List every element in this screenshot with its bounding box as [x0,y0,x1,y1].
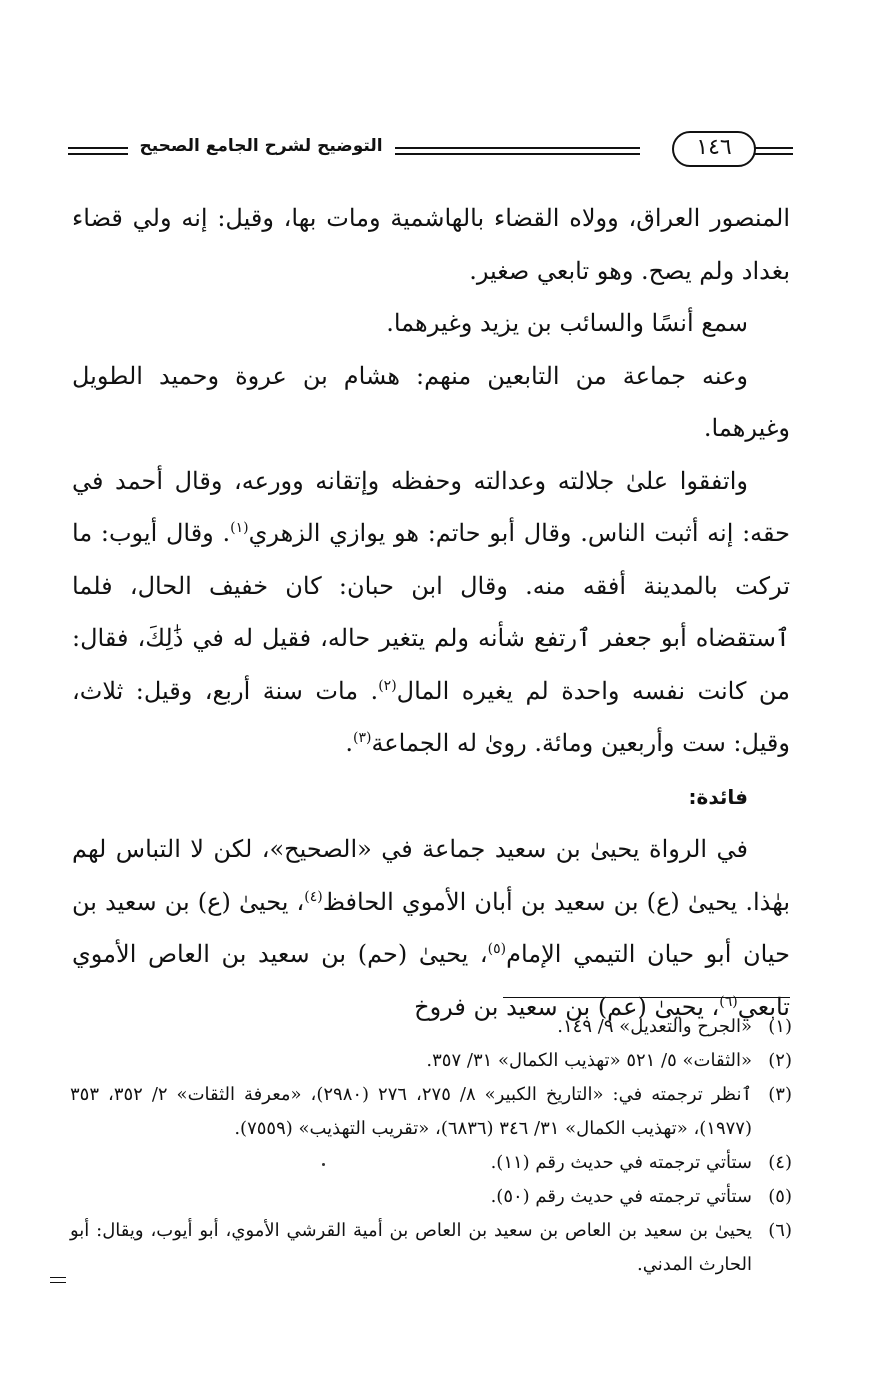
footnote-number: (٥) [768,1186,792,1207]
header-rule [755,153,793,155]
paragraph-text: . [345,729,353,757]
header-rule [68,153,128,155]
footnote-ref[interactable]: (٤) [304,888,323,905]
paragraph-text: . مات سنة أربع، وقيل: ثلاث، وقيل: ست وأربعين ومائة. روىٰ له الجماعة [72,676,790,757]
footnote [70,1214,792,1282]
continuation-bar [50,1282,66,1283]
footnote-ref[interactable]: (١) [230,520,249,536]
page-number: ١٤٦ [672,131,756,167]
footnote-text: «الثقات» ٥/ ٥٢١ «تهذيب الكمال» ٣١/ ٣٥٧. [426,1050,752,1071]
subheading: فائدة: [688,784,748,809]
footnote-text: ٱنظر ترجمته في: «التاريخ الكبير» ٨/ ٢٧٥، ٢٧٦ (٢٩٨٠)، «معرفة الثقات» ٢/ ٣٥٢، ٣٥٣ (١٩٧٧)، «تهذيب الكمال» ٣١/ ٣٤٦ (٦٨٣٦)، «تقريب التهذيب» (٧٥٥٩). [70,1084,752,1139]
footnote-number: (٦) [768,1220,792,1241]
header-rule [755,147,793,149]
footnote [70,1078,792,1146]
ink-spot [322,1163,325,1166]
paragraph-text: ، يحيىٰ (ع) بن سعيد بن حيان أبو حيان التيمي الإمام [72,887,790,968]
main-text [72,192,790,1033]
paragraph-text: ، يحيىٰ (حم) بن سعيد بن العاص الأموي تابعي [72,940,790,1021]
footnote-number: (٢) [768,1050,792,1071]
footnote-ref[interactable]: (٢) [378,677,397,694]
footnote [70,1044,792,1078]
paragraph-text: في الرواة يحيىٰ بن سعيد جماعة في «الصحيح»، لكن لا التباس لهم بهٰذا. يحيىٰ (ع) بن سعيد بن أبان الأموي الحافظ [72,835,791,916]
footnote-divider [503,997,790,998]
paragraph: سمع أنسًا والسائب بن يزيد وغيرهما. [386,309,748,337]
footnote-number: (١) [768,1016,792,1037]
footnote-number: (٤) [768,1152,792,1173]
footnote-text: «الجرح والتعديل» ٩/ ١٤٩. [557,1016,752,1037]
continuation-bar [50,1277,66,1278]
paragraph [72,823,790,1033]
footnote [70,1146,792,1180]
header-rule [395,153,640,155]
paragraph: وعنه جماعة من التابعين منهم: هشام بن عروة وحميد الطويل وغيرهما. [72,361,790,442]
header-rule [68,147,128,149]
page-header [60,128,795,176]
continuation-mark [50,1277,66,1287]
footnote-ref[interactable]: (٦) [719,993,738,1010]
paragraph [72,455,790,770]
section-heading [72,770,790,824]
paragraph-text: واتفقوا علىٰ جلالته وعدالته وحفظه وإتقانه وورعه، وقال أحمد في حقه: إنه أثبت الناس. وقال أبو حاتم: هو يوازي الزهري [72,466,791,547]
paragraph-text: ، يحيىٰ (عم) بن سعيد بن فروخ [414,992,720,1021]
footnote-ref[interactable]: (٣) [352,730,372,746]
paragraph: المنصور العراق، وولاه القضاء بالهاشمية ومات بها، وقيل: إنه ولي قضاء بغداد ولم يصح. وهو تابعي صغير. [72,204,790,285]
footnote-text: ستأتي ترجمته في حديث رقم (١١). [490,1152,752,1173]
header-rule [395,147,640,149]
footnote-text: يحيىٰ بن سعيد بن العاص بن سعيد بن العاص بن أمية القرشي الأموي، أبو أيوب، ويقال: أبو الحارث المدني. [70,1220,752,1275]
footnote [70,1180,792,1214]
paragraph-text: . وقال أيوب: ما تركت بالمدينة أفقه منه. وقال ابن حبان: كان خفيف الحال، فلما ٱستقضاه أبو جعفر ٱرتفع شأنه ولم يتغير حاله، فقيل له في ذَٰلِكَ، فقال: من كانت نفسه واحدة لم يغيره المال [72,519,790,705]
footnote-number: (٣) [768,1084,792,1105]
footnote-ref[interactable]: (٥) [487,941,507,957]
running-title: التوضيح لشرح الجامع الصحيح [139,136,383,156]
footnote [70,1010,792,1044]
footnotes [70,1010,792,1282]
footnote-text: ستأتي ترجمته في حديث رقم (٥٠). [490,1186,752,1207]
